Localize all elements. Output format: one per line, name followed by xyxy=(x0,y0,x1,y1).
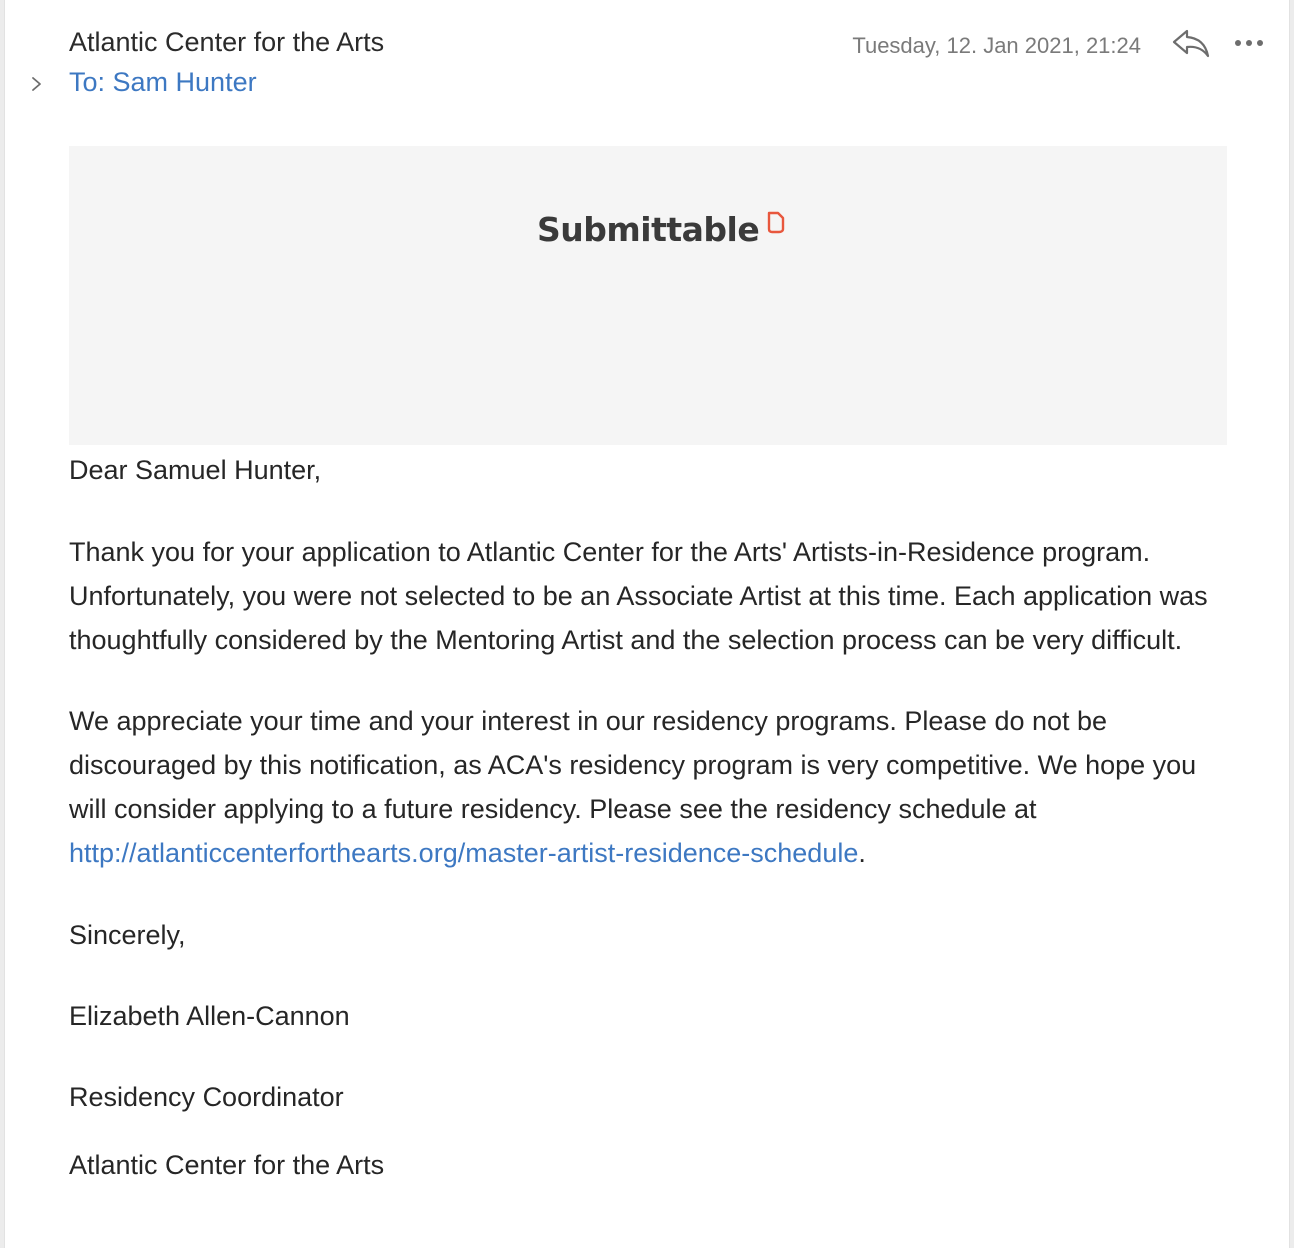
logo-text: Submittable xyxy=(537,210,760,249)
body-paragraph-1: Thank you for your application to Atlantic Center for the Arts' Artists-in-Residence program. Unfortunately, you were not selected to be an Associate Artist at this time. Each application was thoughtfully considered by the Mentoring Artist and the selection process can be very difficult. xyxy=(69,537,1208,655)
reply-icon[interactable] xyxy=(1169,24,1213,62)
greeting: Dear Samuel Hunter, xyxy=(69,455,322,485)
email-body xyxy=(69,448,1239,1187)
more-horizontal-icon[interactable] xyxy=(1231,30,1267,56)
closing: Sincerely, xyxy=(69,920,186,950)
email-banner xyxy=(69,146,1227,445)
residency-schedule-link[interactable]: http://atlanticcenterforthearts.org/master-artist-residence-schedule xyxy=(69,838,859,868)
email-message-window xyxy=(4,0,1290,1248)
signature-title: Residency Coordinator xyxy=(69,1082,344,1112)
body-paragraph-2 xyxy=(69,699,1239,875)
signature-name: Elizabeth Allen-Cannon xyxy=(69,1001,350,1031)
chevron-right-icon[interactable] xyxy=(27,73,47,95)
paragraph-2-text: We appreciate your time and your interest in our residency programs. Please do not be discouraged by this notification, as ACA's residency program is very competitive. We hope you will consider applying to a future residency. Please see the residency schedule at xyxy=(69,706,1197,824)
signature-organization: Atlantic Center for the Arts xyxy=(69,1150,385,1180)
message-date: Tuesday, 12. Jan 2021, 21:24 xyxy=(852,33,1141,58)
sender-name[interactable]: Atlantic Center for the Arts xyxy=(69,27,385,57)
recipient-field[interactable]: To: Sam Hunter xyxy=(69,67,257,97)
submittable-logo-icon xyxy=(765,210,787,234)
submittable-logo xyxy=(537,208,787,252)
paragraph-2-end: . xyxy=(858,838,866,868)
